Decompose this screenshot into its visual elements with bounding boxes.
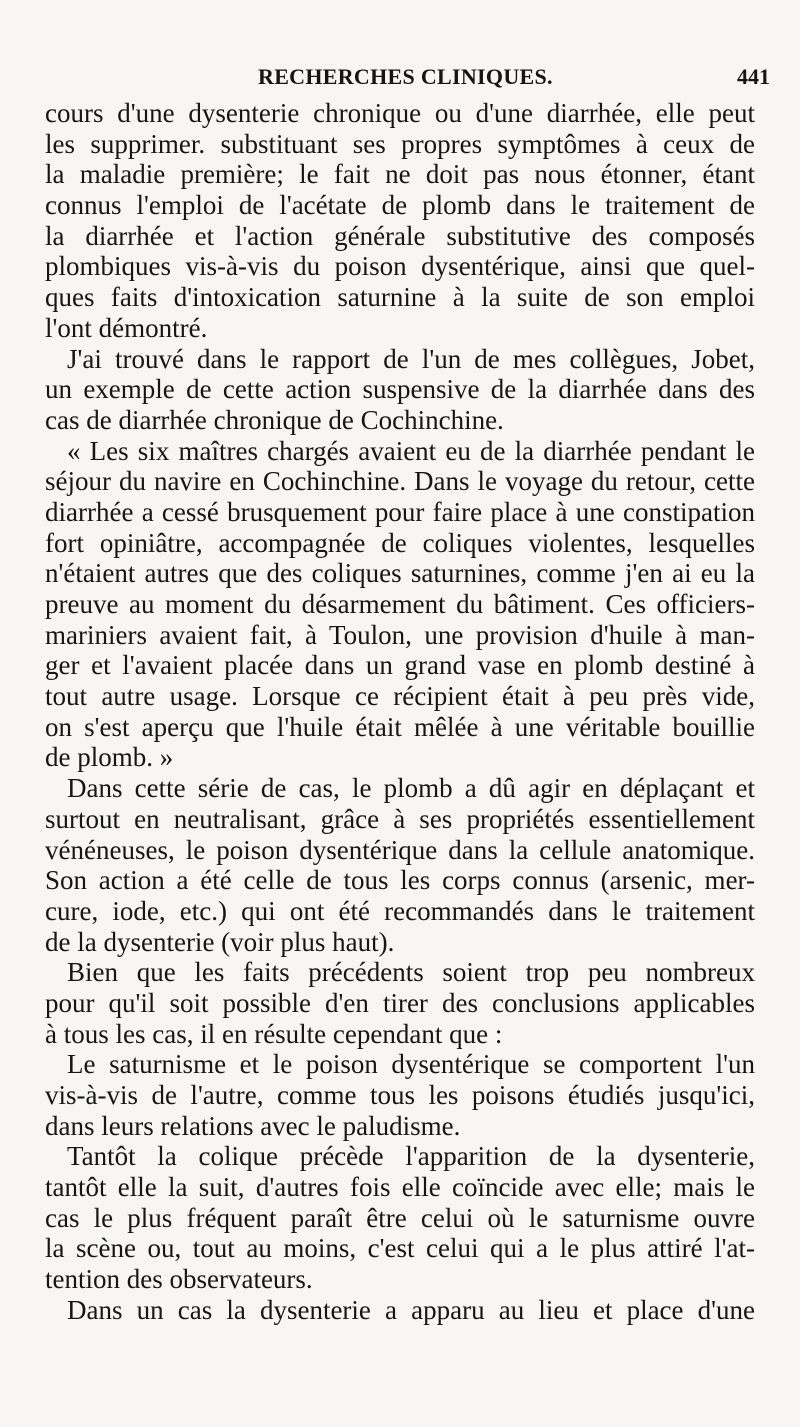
text-line: la diarrhée et l'action générale substitutive des composés xyxy=(45,220,755,251)
text-line: pour qu'il soit possible d'en tirer des conclusions applicables xyxy=(45,987,755,1018)
text-line: cure, iode, etc.) qui ont été recommandés dans le traitement xyxy=(45,895,755,926)
text-line: à tous les cas, il en résulte cependant que : xyxy=(45,1018,503,1049)
text-line: preuve au moment du désarmement du bâtiment. Ces officiers- xyxy=(45,589,755,619)
text-line: de plomb. » xyxy=(45,742,174,773)
text-line: séjour du navire en Cochinchine. Dans le voyage du retour, cette xyxy=(45,466,755,497)
text-line: Tantôt la colique précède l'apparition de la dysenterie, xyxy=(67,1141,755,1172)
page-header xyxy=(0,58,800,98)
text-line: on s'est aperçu que l'huile était mêlée à une véritable bouillie xyxy=(45,711,755,742)
text-line: l'ont démontré. xyxy=(45,312,208,343)
text-line: la scène ou, tout au moins, c'est celui qui a le plus attiré l'at- xyxy=(45,1233,755,1264)
text-line: cours d'une dysenterie chronique ou d'une diarrhée, elle peut xyxy=(45,98,755,128)
text-line: mariniers avaient fait, à Toulon, une provision d'huile à man- xyxy=(45,619,755,650)
text-line: fort opiniâtre, accompagnée de coliques violentes, lesquelles xyxy=(45,527,755,558)
text-line: connus l'emploi de l'acétate de plomb dans le traitement de xyxy=(45,190,755,221)
running-head: RECHERCHES CLINIQUES. xyxy=(258,64,553,89)
text-line: diarrhée a cessé brusquement pour faire place à une constipation xyxy=(45,496,755,527)
text-line: Dans cette série de cas, le plomb a dû agir en déplaçant et xyxy=(67,773,755,804)
text-line: J'ai trouvé dans le rapport de l'un de mes collègues, Jobet, xyxy=(67,343,755,374)
text-line: vénéneuses, le poison dysentérique dans la cellule anatomique. xyxy=(45,834,755,865)
text-line: cas le plus fréquent paraît être celui où le saturnisme ouvre xyxy=(45,1202,755,1233)
text-line: ger et l'avaient placée dans un grand vase en plomb destiné à xyxy=(45,650,755,681)
text-line: un exemple de cette action suspensive de la diarrhée dans des xyxy=(45,374,755,405)
text-line: n'étaient autres que des coliques saturnines, comme j'en ai eu la xyxy=(45,558,755,589)
page-number: 441 xyxy=(737,64,770,89)
text-line: Bien que les faits précédents soient trop peu nombreux xyxy=(67,957,755,988)
text-line: plombiques vis-à-vis du poison dysentérique, ainsi que quel- xyxy=(45,251,755,282)
text-line: « Les six maîtres chargés avaient eu de la diarrhée pendant le xyxy=(67,435,755,466)
text-line: tention des observateurs. xyxy=(45,1264,313,1295)
text-line: de la dysenterie (voir plus haut). xyxy=(45,926,395,957)
text-line: Le saturnisme et le poison dysentérique se comportent l'un xyxy=(67,1049,755,1080)
body-text xyxy=(45,98,755,1326)
text-line: tout autre usage. Lorsque ce récipient était à peu près vide, xyxy=(45,681,755,712)
text-line: cas de diarrhée chronique de Cochinchine. xyxy=(45,404,504,435)
text-line: tantôt elle la suit, d'autres fois elle coïncide avec elle; mais le xyxy=(45,1172,755,1203)
text-line: Dans un cas la dysenterie a apparu au lieu et place d'une xyxy=(67,1294,755,1325)
text-line: les supprimer. substituant ses propres symptômes à ceux de xyxy=(45,128,755,159)
text-line: ques faits d'intoxication saturnine à la suite de son emploi xyxy=(45,282,755,313)
text-line: dans leurs relations avec le paludisme. xyxy=(45,1110,461,1141)
text-line: Son action a été celle de tous les corps connus (arsenic, mer- xyxy=(45,865,755,896)
text-line: la maladie première; le fait ne doit pas nous étonner, étant xyxy=(45,159,755,190)
text-line: surtout en neutralisant, grâce à ses propriétés essentiellement xyxy=(45,803,755,834)
text-line: vis-à-vis de l'autre, comme tous les poisons étudiés jusqu'ici, xyxy=(45,1080,755,1110)
